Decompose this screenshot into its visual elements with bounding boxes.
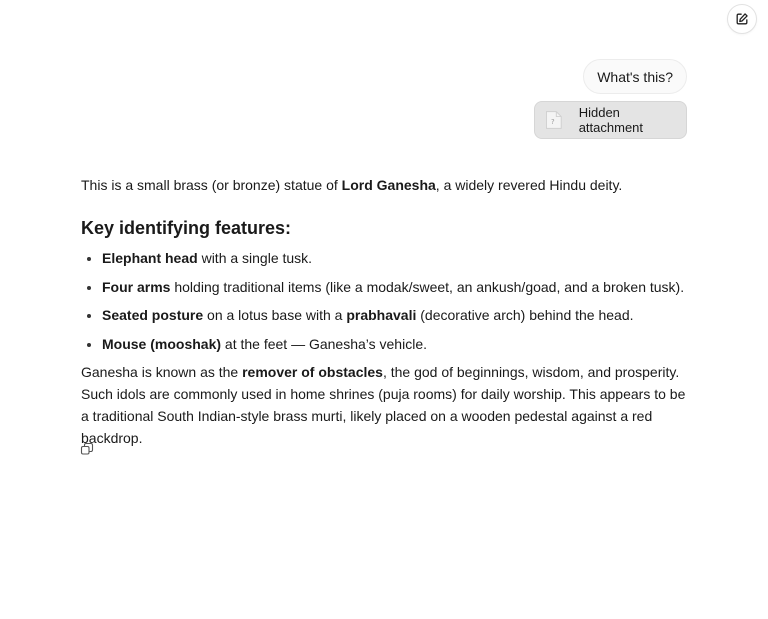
user-message-text: What's this? bbox=[597, 68, 673, 85]
features-list bbox=[81, 247, 691, 355]
new-chat-button[interactable] bbox=[727, 4, 757, 34]
attachment-label: Hidden attachment bbox=[578, 105, 644, 135]
intro-paragraph: This is a small brass (or bronze) statue of Lord Ganesha, a widely revered Hindu deity. bbox=[81, 177, 623, 193]
edit-icon bbox=[735, 12, 749, 26]
list-item: • Seated posture on a lotus base with a prabhavali (decorative arch) behind the head. bbox=[102, 304, 691, 326]
user-message-bubble bbox=[583, 59, 687, 94]
list-item: • Elephant head with a single tusk. bbox=[102, 247, 691, 269]
list-item: • Mouse (mooshak) at the feet — Ganesha’s vehicle. bbox=[102, 333, 691, 355]
list-item: • Four arms holding traditional items (like a modak/sweet, an ankush/goad, and a broken tusk). bbox=[102, 276, 691, 298]
attachment-chip[interactable] bbox=[534, 101, 687, 139]
file-unknown-icon bbox=[545, 110, 563, 130]
assistant-response bbox=[81, 174, 691, 449]
file-icon-glyph: ? bbox=[551, 117, 555, 126]
copy-icon[interactable] bbox=[80, 442, 94, 456]
features-heading: Key identifying features: bbox=[81, 218, 292, 238]
summary-paragraph: Ganesha is known as the remover of obstacles, the god of beginnings, wisdom, and prosperity. Such idols are commonly used in home shrines (puja rooms) for daily worship. This appears to be a traditional South Indian-style brass murti, likely placed on a wooden pedestal against a red backdrop. bbox=[81, 364, 686, 446]
